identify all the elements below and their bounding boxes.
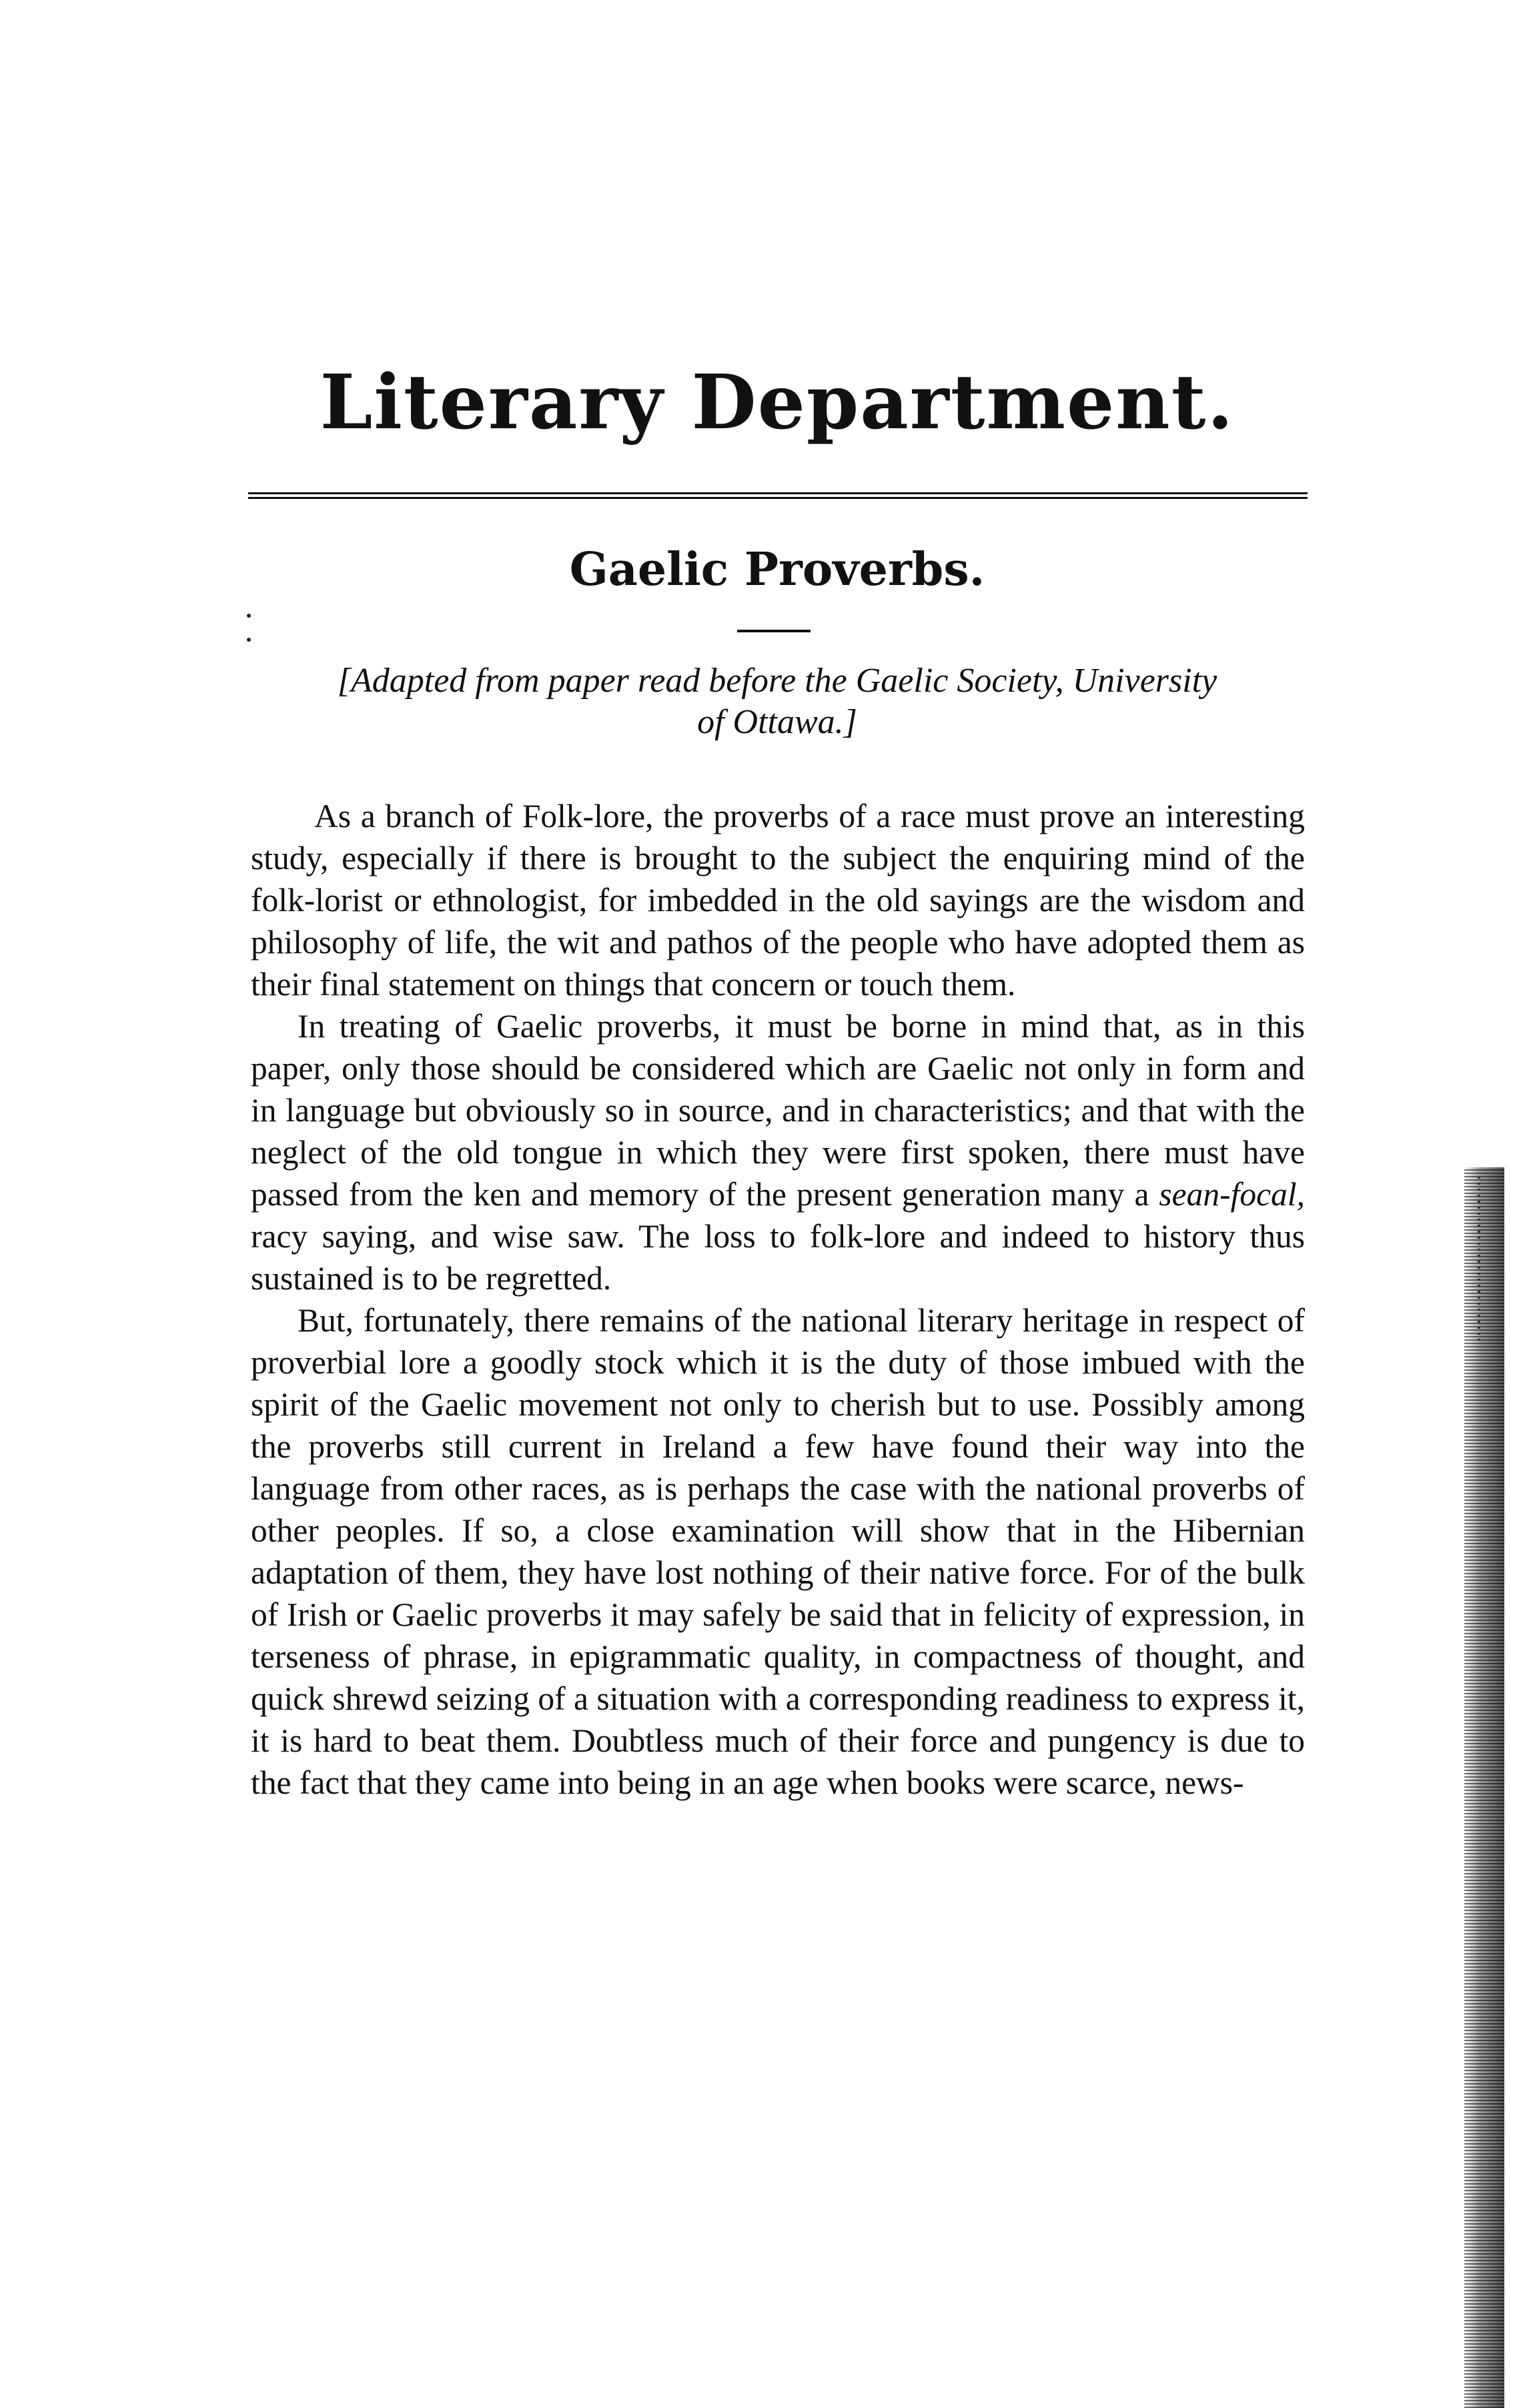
paragraph-2-text-b: racy saying, and wise saw. The loss to folk-lore and indeed to history thus sustained is to be regretted. [251,1218,1305,1297]
paragraph-1-line-6: things that concern or touch them. [564,966,1016,1003]
margin-dots-mark [247,614,252,654]
paragraph-1-line-1: As a branch of Folk-lore, the proverbs of a race must prove [314,798,1115,834]
paragraph-1-line-5: of the people who have adopted them as their final statement on [251,924,1305,1003]
paragraph-2 [251,1005,1305,1299]
paragraph-1-line-2: an interesting study, especially if there is brought to the subject the [251,798,1306,876]
page-binding-edge-marks [1478,1174,1480,1341]
source-note-line-1: [Adapted from paper read before the Gaelic Society, University [337,662,1217,700]
source-note-line-2: of Ottawa.] [697,703,857,741]
short-rule-divider [737,630,811,632]
paragraph-1-line-3: enquiring mind of the folk-lorist or ethnologist, for imbedded in the [251,840,1305,919]
double-rule-divider [248,492,1308,499]
article-body [251,795,1305,1804]
department-title: Literary Department. [320,359,1235,446]
paragraph-1 [251,795,1305,1005]
article-title: Gaelic Proverbs. [569,543,985,596]
paragraph-2-italic-term: sean-focal, [1159,1176,1305,1213]
paragraph-3: But, fortunately, there remains of the national literary heritage in respect of proverbial lore a goodly stock which it is the duty of those imbued with the spirit of the Gaelic movement not only to cherish but to use. Possibly among the proverbs still current in Ireland a few have found their way into the language from other races, as is perhaps the case with the national proverbs of other peoples. If so, a close examination will show that in the Hibernian adaptation of them, they have lost nothing of their native force. For of the bulk of Irish or Gaelic proverbs it may safely be said that in felicity of expression, in terseness of phrase, in epigrammatic quality, in compactness of thought, and quick shrewd seizing of a situation with a corresponding readiness to express it, it is hard to beat them. Doubtless much of their force and pungency is due to the fact that they came into being in an age when books were scarce, news- [251,1302,1305,1801]
source-note [304,660,1251,743]
page-binding-edge [1464,1167,1504,2408]
paragraph-1-line-4: old sayings are the wisdom and philosophy of life, the wit and pathos [251,882,1306,961]
paragraph-2-text-a: In treating of Gaelic proverbs, it must be borne in mind that, as in this paper, only those should be considered which are Gaelic not only in form and in language but obviously so in source, and in characteristics; and that with the neglect of the old tongue in which they were first spoken, there must have passed from the ken and memory of the present generation many a [251,1008,1305,1213]
